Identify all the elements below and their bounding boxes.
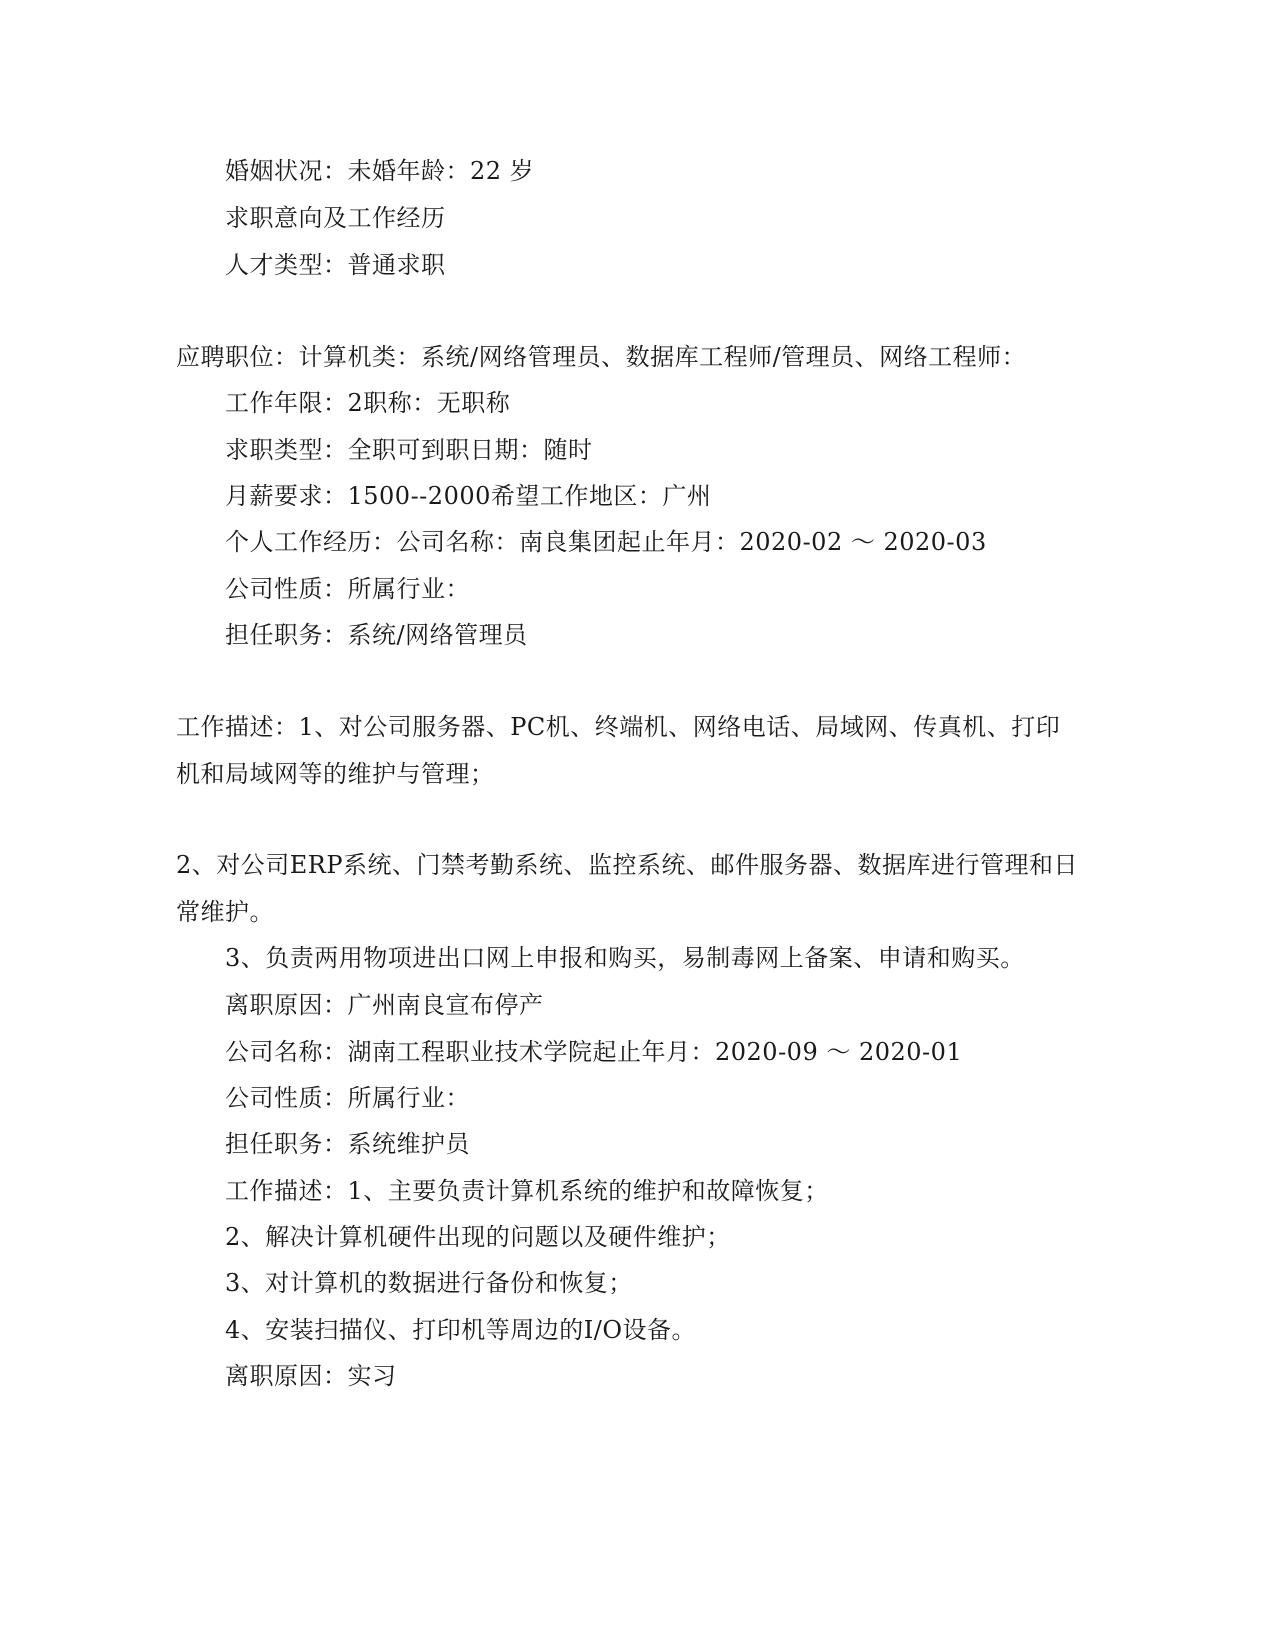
salary-region-line: 月薪要求：1500--2000希望工作地区：广州 [225,482,712,510]
job2-desc-line-3: 3、对计算机的数据进行备份和恢复； [225,1269,633,1297]
years-title-line: 工作年限：2职称：无职称 [225,389,511,417]
job1-desc-line-3: 2、对公司ERP系统、门禁考勤系统、监控系统、邮件服务器、数据库进行管理和日 [176,851,1079,879]
job2-nature-industry-line: 公司性质：所属行业： [225,1084,470,1112]
job2-desc-line-4: 4、安装扫描仪、打印机等周边的I/O设备。 [225,1316,697,1344]
job-type-date-line: 求职类型：全职可到职日期：随时 [225,436,593,464]
job1-desc-line-1: 工作描述：1、对公司服务器、PC机、终端机、网络电话、局域网、传真机、打印 [176,713,1061,741]
job1-desc-line-2: 机和局域网等的维护与管理； [176,760,495,788]
job2-role-line: 担任职务：系统维护员 [225,1130,470,1158]
job2-desc-line-1: 工作描述：1、主要负责计算机系统的维护和故障恢复； [225,1177,829,1205]
job1-desc-line-4: 常维护。 [176,898,274,926]
job1-role-line: 担任职务：系统/网络管理员 [225,621,528,649]
job1-nature-industry-line: 公司性质：所属行业： [225,575,470,603]
job1-company-period-line: 个人工作经历：公司名称：南良集团起止年月：2020-02 ～ 2020-03 [225,528,987,556]
position-line: 应聘职位：计算机类：系统/网络管理员、数据库工程师/管理员、网络工程师： [176,343,1027,371]
section-title-line: 求职意向及工作经历 [225,204,446,232]
talent-type-line: 人才类型：普通求职 [225,251,446,279]
job2-desc-line-2: 2、解决计算机硬件出现的问题以及硬件维护； [225,1223,731,1251]
job1-desc-line-5: 3、负责两用物项进出口网上申报和购买，易制毒网上备案、申请和购买。 [225,944,1025,972]
job2-leave-reason-line: 离职原因：实习 [225,1362,397,1390]
marital-age-line: 婚姻状况：未婚年龄：22 岁 [225,157,535,185]
job1-leave-reason-line: 离职原因：广州南良宣布停产 [225,991,544,1019]
job2-company-period-line: 公司名称：湖南工程职业技术学院起止年月：2020-09 ～ 2020-01 [225,1038,963,1066]
